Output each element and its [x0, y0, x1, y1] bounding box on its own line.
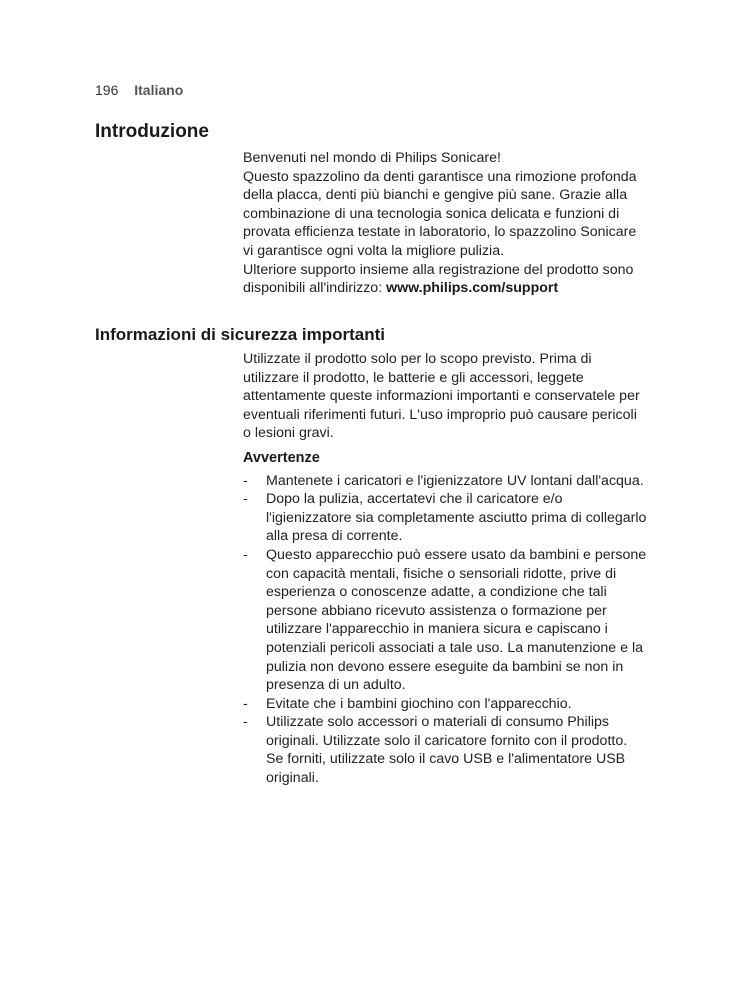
- warnings-heading: Avvertenze: [243, 449, 320, 466]
- bullet-dash: -: [243, 714, 248, 731]
- bullet-dash: -: [243, 546, 248, 563]
- warning-text: Dopo la pulizia, accertatevi che il caricatore e/o l'igienizzatore sia completamente asciutto prima di collegarlo alla presa di corrente.: [266, 491, 647, 545]
- warning-text: Questo apparecchio può essere usato da bambini e persone con capacità mentali, fisiche o sensoriali ridotte, prive di esperienza o conoscenze adatte, a condizione che tali persone abbiano ricevuto assistenza o formazione per utilizzare l'apparecchio in maniera sicura e capiscano i potenziali pericoli associati a tale uso. La manutenzione e la pulizia non devono essere eseguite da bambini se non in presenza di un adulto.: [266, 546, 647, 694]
- introduction-support: [243, 261, 648, 298]
- safety-paragraph: Utilizzate il prodotto solo per lo scopo previsto. Prima di utilizzare il prodotto, le batterie e gli accessori, leggete attentamente queste informazioni importanti e conservatele per eventuali riferimenti futuri. L'uso improprio può causare pericoli o lesioni gravi.: [243, 351, 640, 442]
- support-link[interactable]: www.philips.com/support: [386, 280, 559, 297]
- introduction-title: Introduzione: [95, 121, 209, 142]
- warning-text: Evitate che i bambini giochino con l'apparecchio.: [266, 695, 572, 712]
- warning-text: Utilizzate solo accessori o materiali di consumo Philips originali. Utilizzate solo il caricatore fornito con il prodotto. Se forniti, utilizzate solo il cavo USB e l'alimentatore USB originali.: [266, 714, 628, 787]
- list-item: [243, 713, 648, 787]
- page-number: 196: [95, 82, 119, 98]
- list-item: [243, 472, 648, 491]
- page-language: Italiano: [134, 82, 184, 98]
- support-text: Ulteriore supporto insieme alla registrazione del prodotto sono disponibili all'indirizzo:: [243, 261, 634, 297]
- list-item: [243, 490, 648, 546]
- safety-body: [243, 350, 648, 788]
- introduction-welcome: Benvenuti nel mondo di Philips Sonicare!: [243, 150, 501, 166]
- warning-text: Mantenete i caricatori e l'igienizzatore UV lontani dall'acqua.: [266, 472, 644, 489]
- list-item: [243, 695, 648, 714]
- warnings-list: [243, 472, 648, 788]
- introduction-body: [243, 149, 648, 298]
- list-item: [243, 546, 648, 695]
- page-header: [95, 82, 183, 98]
- bullet-dash: -: [243, 491, 248, 508]
- safety-title: Informazioni di sicurezza importanti: [95, 325, 385, 344]
- bullet-dash: -: [243, 472, 248, 489]
- bullet-dash: -: [243, 695, 248, 712]
- introduction-paragraph: Questo spazzolino da denti garantisce una rimozione profonda della placca, denti più bianchi e gengive più sane. Grazie alla combinazione di una tecnologia sonica delicata e funzioni di provata efficienza testate in laboratorio, lo spazzolino Sonicare vi garantisce ogni volta la migliore pulizia.: [243, 168, 637, 259]
